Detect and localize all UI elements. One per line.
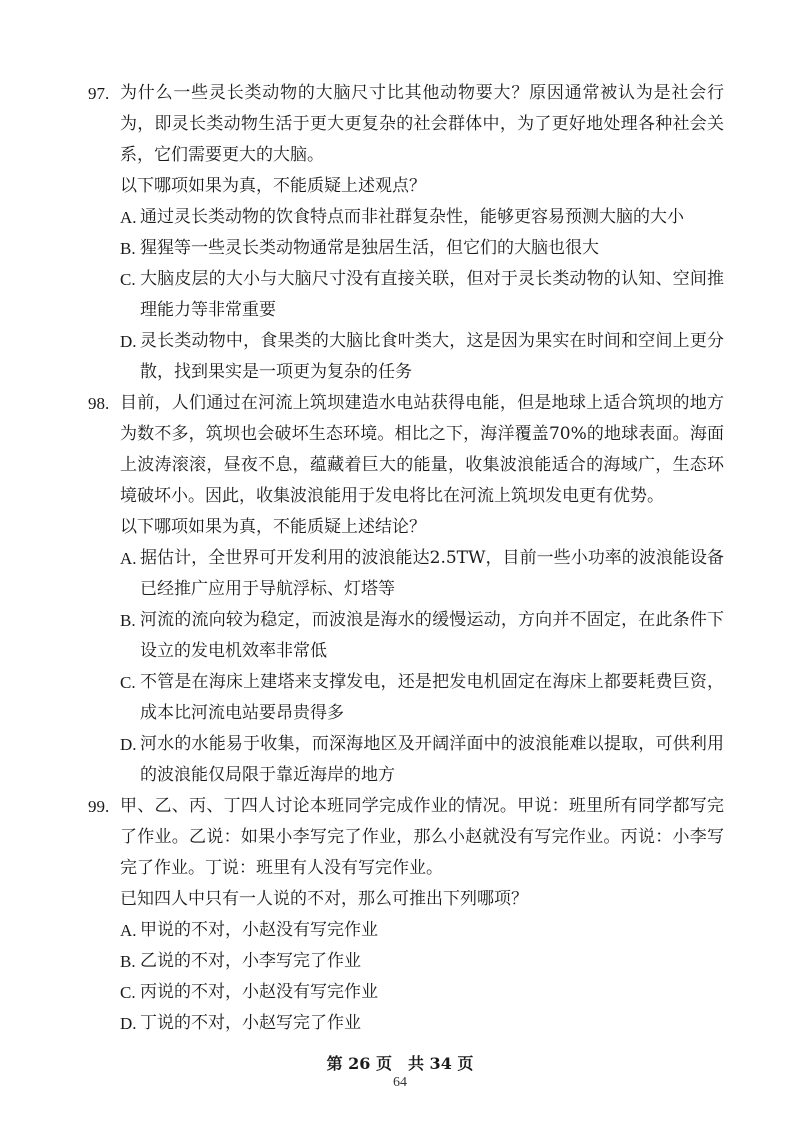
question-98 — [88, 388, 724, 791]
option-letter: B. — [120, 611, 136, 630]
questions-container — [88, 78, 724, 1039]
option-text: 灵长类动物中，食果类的大脑比食叶类大，这是因为果实在时间和空间上更分散，找到果实是一项更为复杂的任务 — [140, 331, 724, 382]
option-text: 据估计，全世界可开发利用的波浪能达2.5TW，目前一些小功率的波浪能设备已经推广应用于导航浮标、灯塔等 — [140, 548, 724, 599]
question-text: 为什么一些灵长类动物的大脑尺寸比其他动物要大？原因通常被认为是社会行为，即灵长类动物生活于更大更复杂的社会群体中，为了更好地处理各种社会关系，它们需要更大的大脑。 — [120, 83, 724, 165]
question-stem — [88, 791, 724, 884]
option-d — [120, 1008, 724, 1039]
option-a — [120, 543, 724, 605]
option-c — [120, 667, 724, 729]
question-text: 甲、乙、丙、丁四人讨论本班同学完成作业的情况。甲说：班里所有同学都写完了作业。乙说：如果小李写完了作业，那么小赵就没有写完作业。丙说：小李写完了作业。丁说：班里有人没有写完作业。 — [120, 796, 724, 878]
option-letter: D. — [120, 1014, 137, 1033]
question-number: 99. — [88, 797, 110, 816]
option-text: 乙说的不对，小李写完了作业 — [140, 951, 361, 971]
option-text: 丙说的不对，小赵没有写完作业 — [140, 982, 378, 1002]
option-text: 猩猩等一些灵长类动物通常是独居生活，但它们的大脑也很大 — [140, 238, 599, 258]
question-99 — [88, 791, 724, 1039]
question-97 — [88, 78, 724, 388]
question-number: 98. — [88, 394, 110, 413]
option-list — [88, 543, 724, 791]
option-b — [120, 946, 724, 977]
option-letter: C. — [120, 983, 136, 1002]
question-text: 目前，人们通过在河流上筑坝建造水电站获得电能，但是地球上适合筑坝的地方为数不多，筑坝也会破坏生态环境。相比之下，海洋覆盖70%的地球表面。海面上波涛滚滚，昼夜不息，蕴藏着巨大的能量，收集波浪能适合的海域广，生态环境破坏小。因此，收集波浪能用于发电将比在河流上筑坝发电更有优势。 — [120, 393, 724, 506]
option-a — [120, 915, 724, 946]
sheet-number: 64 — [393, 1075, 407, 1090]
option-d — [120, 729, 724, 791]
option-letter: D. — [120, 735, 137, 754]
option-letter: C. — [120, 270, 136, 289]
option-letter: C. — [120, 673, 136, 692]
question-prompt: 已知四人中只有一人说的不对，那么可推出下列哪项？ — [120, 889, 528, 909]
question-prompt: 以下哪项如果为真，不能质疑上述观点？ — [120, 176, 426, 196]
option-c — [120, 264, 724, 326]
option-text: 不管是在海床上建塔来支撑发电，还是把发电机固定在海床上都要耗费巨资，成本比河流电站要昂贵得多 — [140, 672, 724, 723]
option-letter: B. — [120, 239, 136, 258]
option-letter: D. — [120, 332, 137, 351]
option-text: 丁说的不对，小赵写完了作业 — [140, 1013, 361, 1033]
option-text: 通过灵长类动物的饮食特点而非社群复杂性，能够更容易预测大脑的大小 — [140, 207, 684, 227]
option-letter: A. — [120, 208, 137, 227]
option-letter: A. — [120, 921, 137, 940]
option-b — [120, 233, 724, 264]
option-text: 河流的流向较为稳定，而波浪是海水的缓慢运动，方向并不固定，在此条件下设立的发电机效率非常低 — [140, 610, 724, 661]
page-indicator: 第 26 页 共 34 页 — [326, 1054, 474, 1073]
option-list — [88, 202, 724, 388]
option-text: 大脑皮层的大小与大脑尺寸没有直接关联，但对于灵长类动物的认知、空间推理能力等非常重要 — [140, 269, 724, 320]
question-stem — [88, 78, 724, 171]
question-number: 97. — [88, 84, 110, 103]
option-d — [120, 326, 724, 388]
option-letter: A. — [120, 549, 137, 568]
option-text: 甲说的不对，小赵没有写完作业 — [140, 920, 378, 940]
option-c — [120, 977, 724, 1008]
option-a — [120, 202, 724, 233]
option-text: 河水的水能易于收集，而深海地区及开阔洋面中的波浪能难以提取，可供利用的波浪能仅局限于靠近海岸的地方 — [140, 734, 724, 785]
option-letter: B. — [120, 952, 136, 971]
question-stem — [88, 388, 724, 512]
option-b — [120, 605, 724, 667]
question-prompt: 以下哪项如果为真，不能质疑上述结论？ — [120, 517, 426, 537]
option-list — [88, 915, 724, 1039]
